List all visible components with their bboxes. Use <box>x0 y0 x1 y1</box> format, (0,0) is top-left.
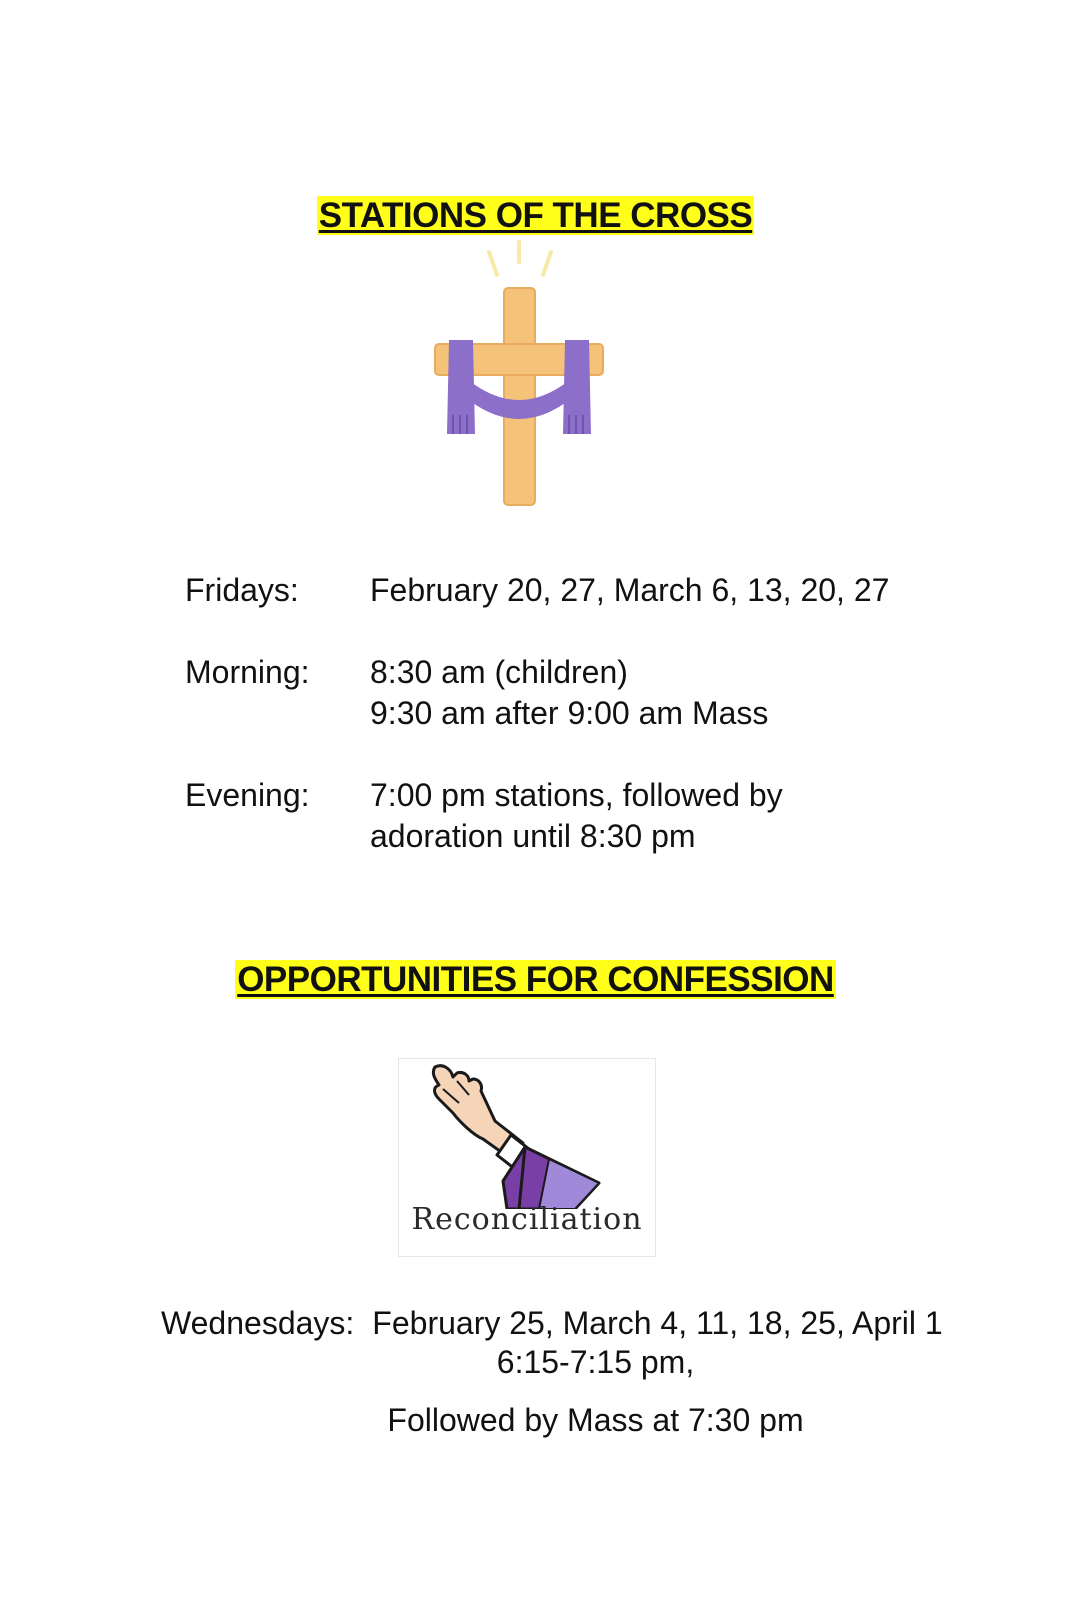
confession-time: 6:15-7:15 pm, <box>496 1344 695 1380</box>
evening-time-1: 7:00 pm stations, followed by <box>370 777 783 813</box>
morning-time-1: 8:30 am (children) <box>370 654 628 690</box>
morning-time-2: 9:30 am after 9:00 am Mass <box>370 695 769 731</box>
stations-heading <box>0 196 1071 236</box>
followed-by-mass: Followed by Mass at 7:30 pm <box>387 1402 804 1438</box>
evening-label: Evening: <box>185 777 310 813</box>
stations-heading-text: STATIONS OF THE CROSS <box>318 196 753 235</box>
wednesdays-row <box>161 1303 943 1343</box>
reconciliation-hand-icon <box>399 1059 655 1209</box>
evening-time-2: adoration until 8:30 pm <box>370 818 696 854</box>
reconciliation-image <box>398 1058 656 1257</box>
confession-heading-text: OPPORTUNITIES FOR CONFESSION <box>237 960 834 999</box>
fridays-dates: February 20, 27, March 6, 13, 20, 27 <box>370 572 890 608</box>
wednesdays-label: Wednesdays: <box>161 1305 355 1341</box>
reconciliation-caption: Reconciliation <box>411 1202 643 1237</box>
wednesdays-dates: February 25, March 4, 11, 18, 25, April 1 <box>372 1305 943 1341</box>
morning-label: Morning: <box>185 654 310 690</box>
confession-heading <box>0 960 1071 1000</box>
fridays-label: Fridays: <box>185 572 299 608</box>
lenten-cross-icon <box>429 240 609 515</box>
